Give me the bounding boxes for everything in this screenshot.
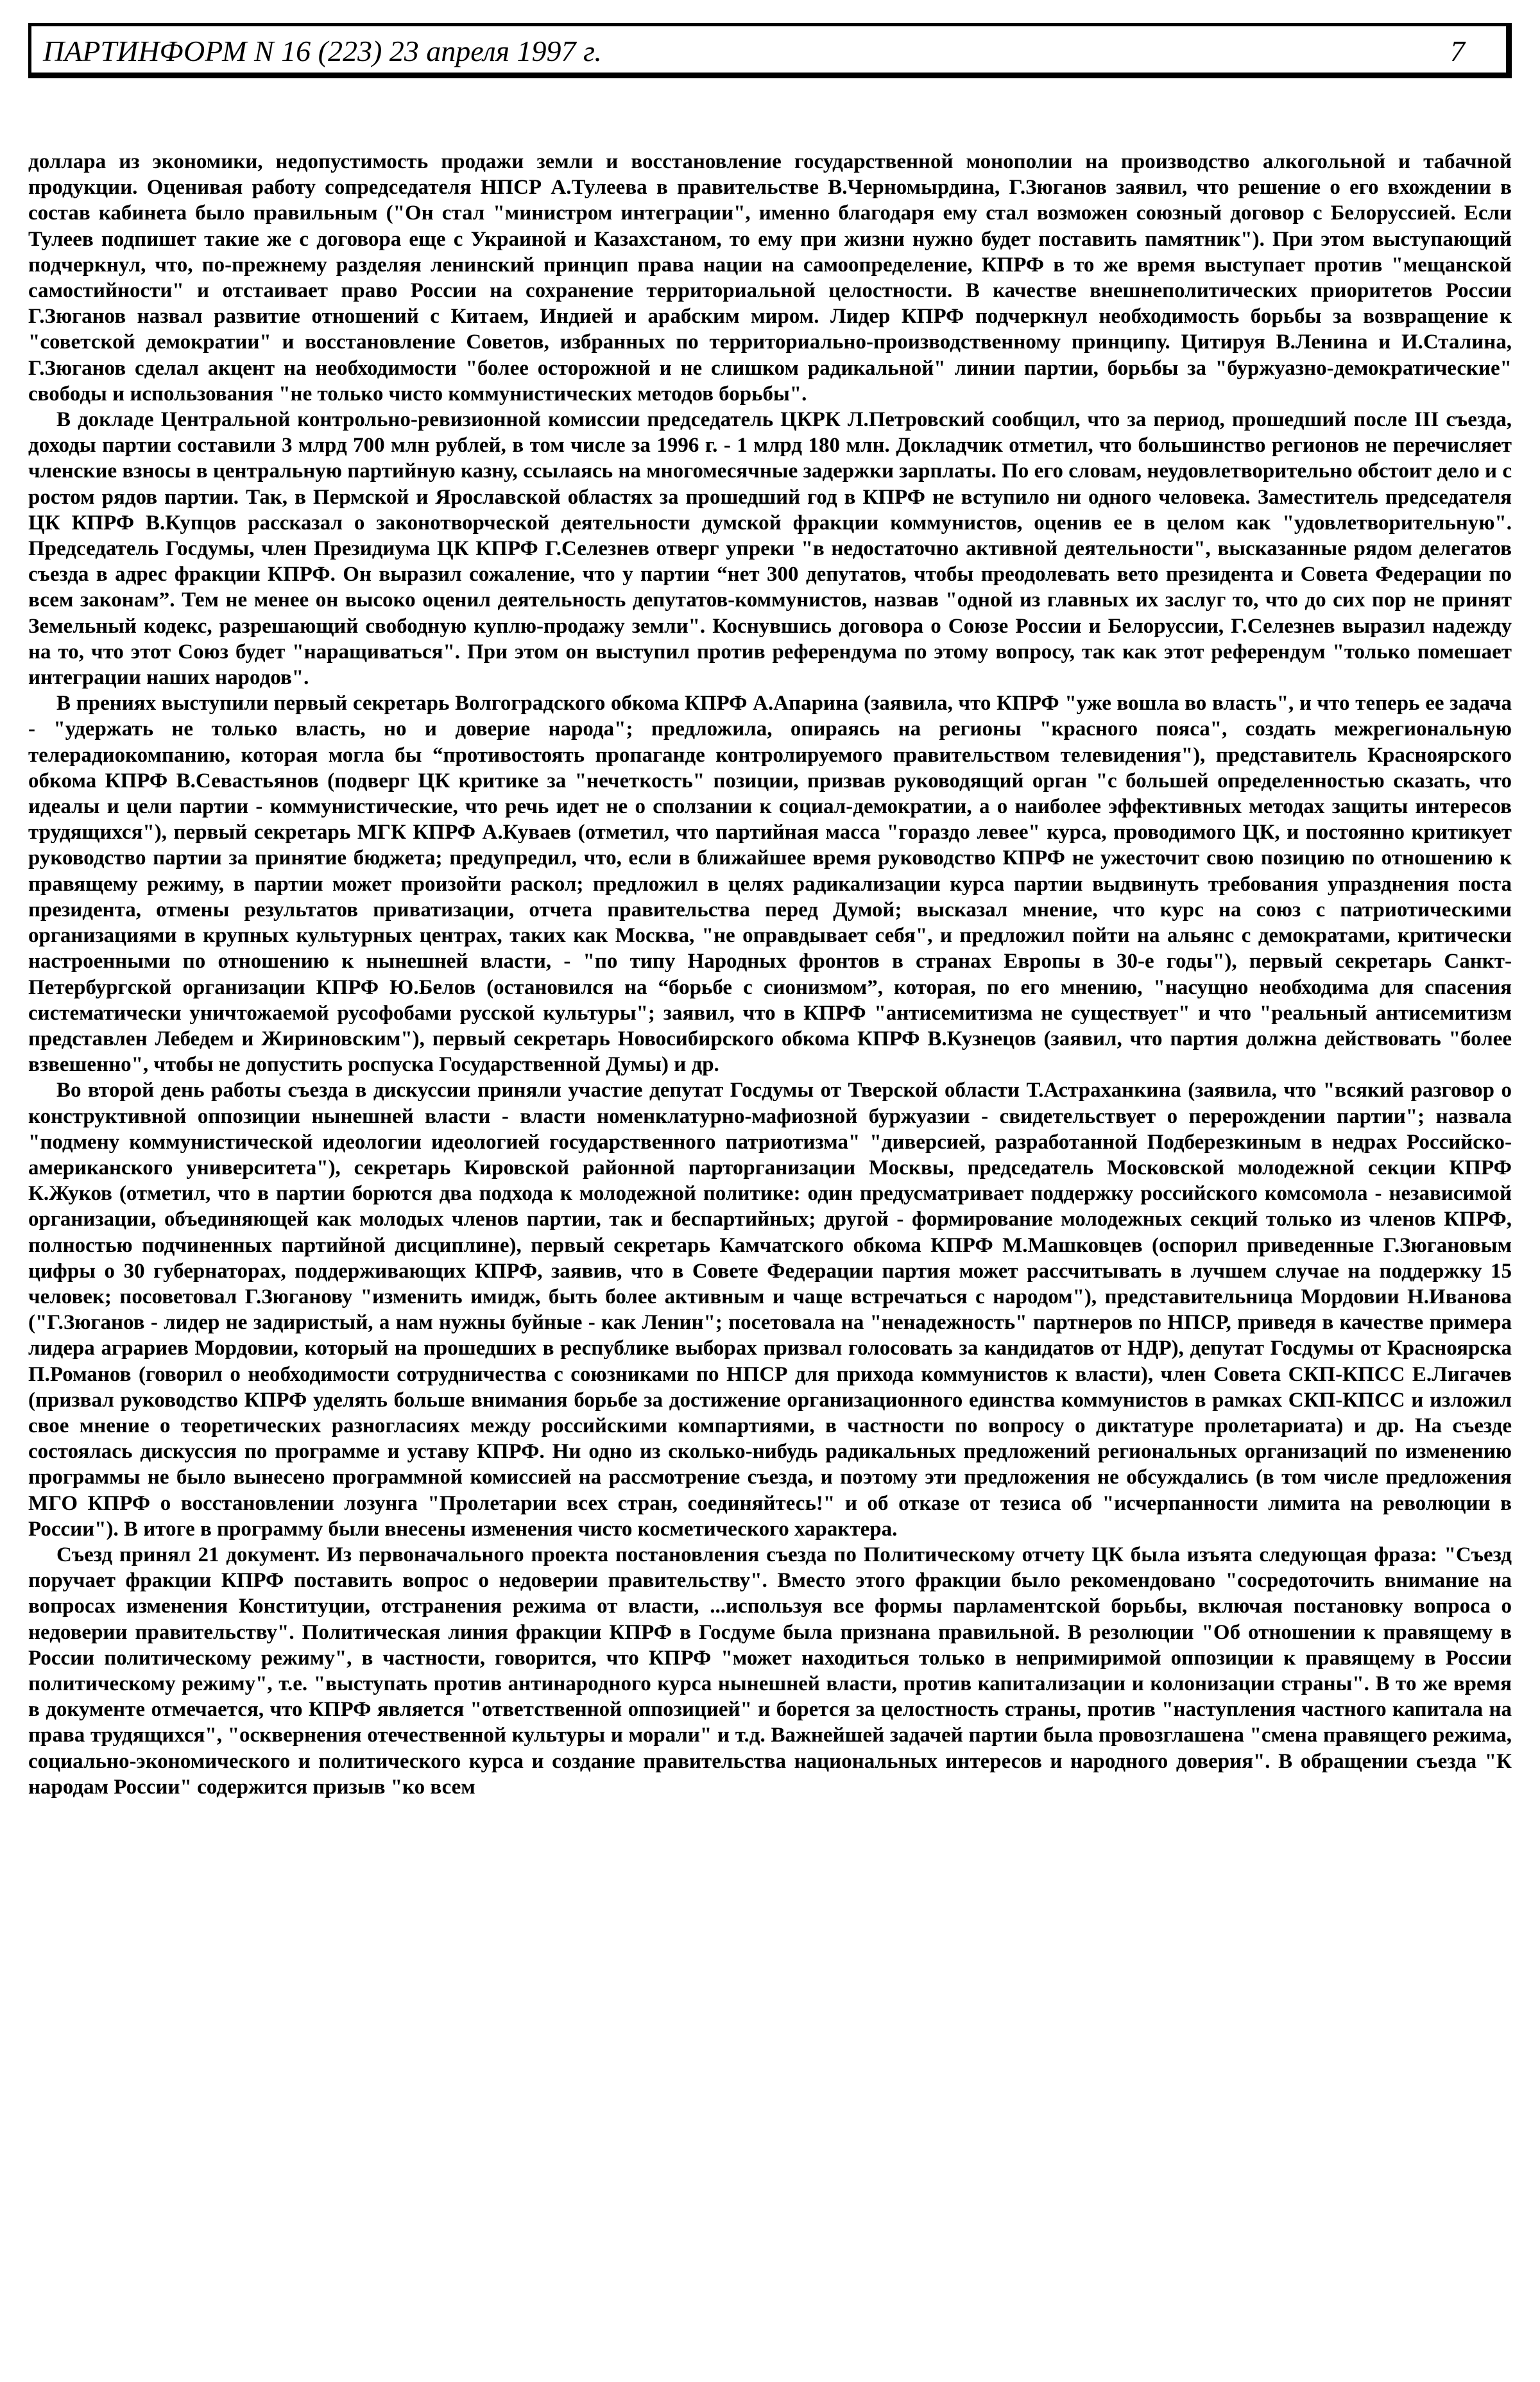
page-number: 7 (1450, 35, 1465, 67)
paragraph: доллара из экономики, недопустимость продажи земли и восстановление государственной монополии на производство алкогольной и табачной продукции. Оценивая работу сопредседателя НПСР А.Тулеева в правительстве В.Черномырдина, Г.Зюганов заявил, что решение о его вхождении в состав кабинета было правильным ("Он стал "министром интеграции", именно благодаря ему стал возможен союзный договор с Белоруссией. Если Тулеев подпишет такие же с договора еще с Украиной и Казахстаном, то ему при жизни нужно будет поставить памятник"). При этом выступающий подчеркнул, что, по-прежнему разделяя ленинский принцип права нации на самоопределение, КПРФ в то же время выступает против "мещанской самостийности" и отстаивает право России на сохранение территориальной целостности. В качестве внешнеполитических приоритетов России Г.Зюганов назвал развитие отношений с Китаем, Индией и арабским миром. Лидер КПРФ подчеркнул необходимость борьбы за возвращение к "советской демократии" и восстановление Советов, избранных по территориально-производственному принципу. Цитируя В.Ленина и И.Сталина, Г.Зюганов сделал акцент на необходимости "более осторожной и не слишком радикальной" линии партии, борьбы за "буржуазно-демократические" свободы и использования "не только чисто коммунистических методов борьбы". (28, 150, 1512, 406)
paragraph: В докладе Центральной контрольно-ревизионной комиссии председатель ЦКРК Л.Петровский сообщил, что за период, прошедший после III съезда, доходы партии составили 3 млрд 700 млн рублей, в том числе за 1996 г. - 1 млрд 180 млн. Докладчик отметил, что большинство регионов не перечисляет членские взносы в центральную партийную казну, ссылаясь на многомесячные задержки зарплаты. По его словам, неудовлетворительно обстоит дело и с ростом рядов партии. Так, в Пермской и Ярославской областях за прошедший год в КПРФ не вступило ни одного человека. Заместитель председателя ЦК КПРФ В.Купцов рассказал о законотворческой деятельности думской фракции коммунистов, оценив ее в целом как "удовлетворительную". Председатель Госдумы, член Президиума ЦК КПРФ Г.Селезнев отверг упреки "в недостаточно активной деятельности", высказанные рядом делегатов съезда в адрес фракции КПРФ. Он выразил сожаление, что у партии “нет 300 депутатов, чтобы преодолевать вето президента и Совета Федерации по всем законам”. Тем не менее он высоко оценил деятельность депутатов-коммунистов, назвав "одной из главных их заслуг то, что до сих пор не принят Земельный кодекс, разрешающий свободную куплю-продажу земли". Коснувшись договора о Союзе России и Белоруссии, Г.Селезнев выразил надежду на то, что этот Союз будет "наращиваться". При этом он выступил против референдума по этому вопросу, так как этот референдум "только помешает интеграции наших народов". (28, 408, 1512, 690)
paragraph: Съезд принял 21 документ. Из первоначального проекта постановления съезда по Политическому отчету ЦК была изъята следующая фраза: "Съезд поручает фракции КПРФ поставить вопрос о недоверии правительству". Вместо этого фракции было рекомендовано "сосредоточить внимание на вопросах изменения Конституции, отстранения режима от власти, ...используя все формы парламентской борьбы, включая постановку вопроса о недоверии правительству". Политическая линия фракции КПРФ в Госдуме была признана правильной. В резолюции "Об отношении к правящему в России политическому режиму", в частности, говорится, что КПРФ "может находиться только в непримиримой оппозиции к правящему в России политическому режиму", т.е. "выступать против антинародного курса нынешней власти, против капитализации и колонизации страны". В то же время в документе отмечается, что КПРФ является "ответственной оппозицией" и борется за целостность страны, против "наступления частного капитала на права трудящихся", "осквернения отечественной культуры и морали" и т.д. Важнейшей задачей партии была провозглашена "смена правящего режима, социально-экономического и политического курса и создание правительства национальных интересов и народного доверия". В обращении съезда "К народам России" содержится призыв "ко всем (28, 1543, 1512, 1799)
page-header (28, 23, 1512, 78)
page (28, 23, 1512, 1800)
article-body (28, 149, 1512, 1800)
paragraph: В прениях выступили первый секретарь Волгоградского обкома КПРФ А.Апарина (заявила, что КПРФ "уже вошла во власть", и что теперь ее задача - "удержать не только власть, но и доверие народа"; предложила, опираясь на регионы "красного пояса", создать межрегиональную телерадиокомпанию, которая могла бы “противостоять пропаганде контролируемого правительством телевидения"), представитель Красноярского обкома КПРФ В.Севастьянов (подверг ЦК критике за "нечеткость" позиции, призвав руководящий орган "с большей определенностью сказать, что идеалы и цели партии - коммунистические, что речь идет не о сползании к социал-демократии, а о наиболее эффективных методах защиты интересов трудящихся"), первый секретарь МГК КПРФ А.Куваев (отметил, что партийная масса "гораздо левее" курса, проводимого ЦК, и постоянно критикует руководство партии за принятие бюджета; предупредил, что, если в ближайшее время руководство КПРФ не ужесточит свою позицию по отношению к правящему режиму, в партии может произойти раскол; предложил в целях радикализации курса партии выдвинуть требования упразднения поста президента, отмены результатов приватизации, отчета правительства перед Думой; высказал мнение, что курс на союз с патриотическими организациями в крупных культурных центрах, таких как Москва, "не оправдывает себя", и предложил пойти на альянс с демократами, критически настроенными по отношению к нынешней власти, - "по типу Народных фронтов в странах Европы в 30-е годы"), первый секретарь Санкт-Петербургской организации КПРФ Ю.Белов (остановился на “борьбе с сионизмом”, которая, по его мнению, "насущно необходима для спасения систематически уничтожаемой русофобами русской культуры"; заявил, что в КПРФ "антисемитизма не существует" и что "реальный антисемитизм представлен Лебедем и Жириновским"), первый секретарь Новосибирского обкома КПРФ В.Кузнецов (заявил, что партия должна действовать "более взвешенно", чтобы не допустить роспуска Государственной Думы) и др. (28, 692, 1512, 1077)
paragraph: Во второй день работы съезда в дискуссии приняли участие депутат Госдумы от Тверской области Т.Астраханкина (заявила, что "всякий разговор о конструктивной оппозиции нынешней власти - власти номенклатурно-мафиозной буржуазии - свидетельствует о перерождении партии"; назвала "подмену коммунистической идеологии идеологией государственного патриотизма" "диверсией, разработанной Подберезкиным в недрах Российско-американского университета"), секретарь Кировской районной парторганизации Москвы, председатель Московской молодежной секции КПРФ К.Жуков (отметил, что в партии борются два подхода к молодежной политике: один предусматривает поддержку российского комсомола - независимой организации, объединяющей как молодых членов партии, так и беспартийных; другой - формирование молодежных секций только из членов КПРФ, полностью подчиненных партийной дисциплине), первый секретарь Камчатского обкома КПРФ М.Машковцев (оспорил приведенные Г.Зюгановым цифры о 30 губернаторах, поддерживающих КПРФ, заявив, что в Совете Федерации партия может рассчитывать в лучшем случае на поддержку 15 человек; посоветовал Г.Зюганову "изменить имидж, быть более активным и чаще встречаться с народом"), представительница Мордовии Н.Иванова ("Г.Зюганов - лидер не задиристый, а нам нужны буйные - как Ленин"; посетовала на "ненадежность" партнеров по НПСР, приведя в качестве примера лидера аграриев Мордовии, который на прошедших в республике выборах призвал голосовать за кандидатов от НДР), депутат Госдумы от Красноярска П.Романов (говорил о необходимости сотрудничества с союзниками по НПСР для прихода коммунистов к власти), член Совета СКП-КПСС Е.Лигачев (призвал руководство КПРФ уделять больше внимания борьбе за достижение организационного единства коммунистов в рамках СКП-КПСС и изложил свое мнение о теоретических разногласиях между российскими компартиями, в частности по вопросу о диктатуре пролетариата) и др. На съезде состоялась дискуссия по программе и уставу КПРФ. Ни одно из сколько-нибудь радикальных предложений региональных организаций по изменению программы не было вынесено программной комиссией на рассмотрение съезда, и поэтому эти предложения не обсуждались (в том числе предложения МГО КПРФ о восстановлении лозунга "Пролетарии всех стран, соединяйтесь!" и об отказе от тезиса об "исчерпанности лимита на революции в России"). В итоге в программу были внесены изменения чисто косметического характера. (28, 1079, 1512, 1541)
publication-title: ПАРТИНФОРМ N 16 (223) 23 апреля 1997 г. (43, 35, 602, 67)
